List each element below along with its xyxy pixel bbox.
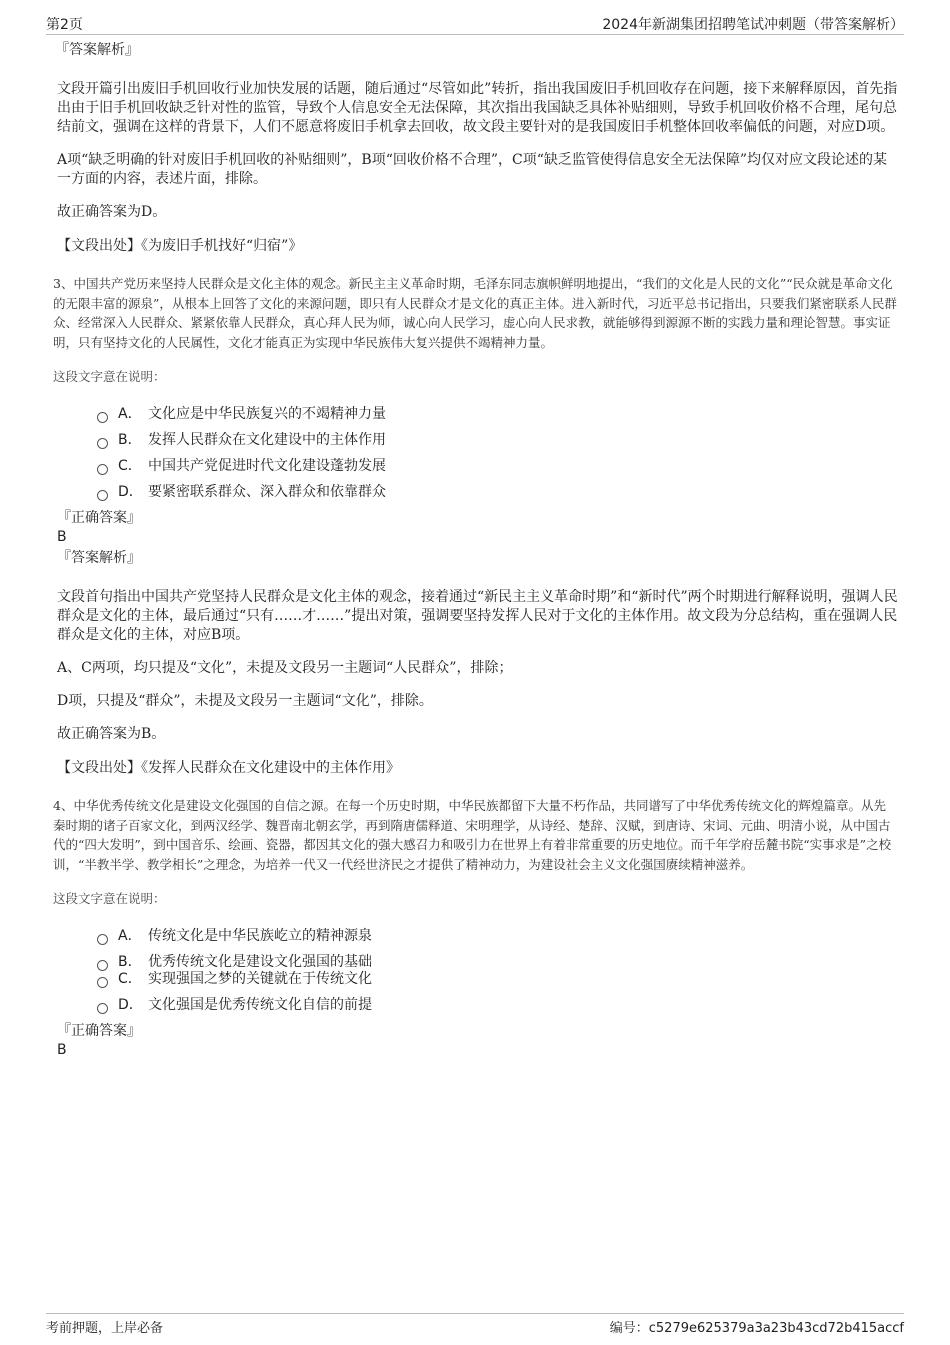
page-number: 第2页 (46, 17, 83, 33)
option-text: 中国共产党促进时代文化建设蓬勃发展 (148, 458, 386, 474)
question-3-text: 3、中国共产党历来坚持人民群众是文化主体的观念。新民主主义革命时期，毛泽东同志旗帜鲜明地提出，“我们的文化是人民的文化”“民众就是革命文化的无限丰富的源泉”，从根本上回答了文化的来源问题，即只有人民群众才是文化的真正主体。进入新时代，习近平总书记指出，只要我们紧密联系人民群众、经常深入人民群众、紧紧依靠人民群众，真心拜人民为师，诚心向人民学习，虚心向人民求教，就能够得到源源不断的实践力量和理论智慧。事实证明，只有坚持文化的人民属性，文化才能真正为实现中华民族伟大复兴提供不竭精神力量。 (53, 276, 897, 350)
option-d[interactable]: D． 要紧密联系群众、深入群众和依靠群众 (97, 482, 898, 508)
correct-answer-label: 『正确答案』 (57, 1023, 141, 1039)
radio-icon[interactable] (97, 934, 108, 945)
document-title: 2024年新湖集团招聘笔试冲刺题（带答案解析） (602, 17, 904, 33)
analysis-label: 『答案解析』 (57, 550, 141, 566)
analysis-paragraph: 文段首句指出中国共产党坚持人民群众是文化主体的观念，接着通过“新民主主义革命时期”和“新时代”两个时期进行解释说明，强调人民群众是文化的主体，最后通过“只有……才……”提出对策，强调要坚持发挥人民对于文化的主体作用。故文段为分总结构，重在强调人民群众是文化的主体，对应B项。 (57, 589, 898, 643)
option-c[interactable]: C． 中国共产党促进时代文化建设蓬勃发展 (97, 456, 898, 482)
question-3-options (97, 404, 898, 508)
question-4-prompt: 这段文字意在说明： (53, 891, 166, 906)
analysis-paragraph: A项“缺乏明确的针对废旧手机回收的补贴细则”，B项“回收价格不合理”，C项“缺乏监管使得信息安全无法保障”均仅对应文段论述的某一方面的内容，表述片面，排除。 (57, 152, 888, 187)
analysis-paragraph: A、C两项，均只提及“文化”，未提及文段另一主题词“人民群众”，排除； (57, 660, 513, 676)
correct-answer-label: 『正确答案』 (57, 510, 141, 526)
analysis-paragraph: 故正确答案为B。 (57, 726, 166, 742)
option-text: 实现强国之梦的关键就在于传统文化 (148, 971, 372, 987)
passage-source: 【文段出处】《发挥人民群众在文化建设中的主体作用》 (57, 760, 400, 776)
analysis-paragraph: 故正确答案为D。 (57, 204, 167, 220)
question-3-prompt: 这段文字意在说明： (53, 369, 166, 384)
footer-slogan: 考前押题，上岸必备 (46, 1321, 164, 1336)
passage-source: 【文段出处】《为废旧手机找好“归宿”》 (57, 238, 303, 254)
analysis-paragraph: 文段开篇引出废旧手机回收行业加快发展的话题，随后通过“尽管如此”转折，指出我国废旧手机回收存在问题，接下来解释原因，首先指出由于旧手机回收缺乏针对性的监管，导致个人信息安全无法保障，其次指出我国缺乏具体补贴细则，导致手机回收价格不合理，尾句总结前文，强调在这样的背景下，人们不愿意将废旧手机拿去回收，故文段主要针对的是我国废旧手机整体回收率偏低的问题，对应D项。 (57, 81, 898, 135)
radio-icon[interactable] (97, 960, 108, 971)
option-text: 文化应是中华民族复兴的不竭精神力量 (148, 406, 386, 422)
correct-answer: B (57, 529, 67, 545)
radio-icon[interactable] (97, 438, 108, 449)
option-text: 发挥人民群众在文化建设中的主体作用 (148, 432, 386, 448)
correct-answer: B (57, 1042, 67, 1058)
option-b[interactable]: B． 发挥人民群众在文化建设中的主体作用 (97, 430, 898, 456)
analysis-label: 『答案解析』 (55, 42, 139, 58)
option-text: 文化强国是优秀传统文化自信的前提 (148, 997, 372, 1013)
radio-icon[interactable] (97, 412, 108, 423)
option-a[interactable]: A． 文化应是中华民族复兴的不竭精神力量 (97, 404, 898, 430)
option-d[interactable]: D． 文化强国是优秀传统文化自信的前提 (97, 995, 898, 1021)
option-c[interactable]: C． 实现强国之梦的关键就在于传统文化 (97, 969, 898, 995)
option-text: 传统文化是中华民族屹立的精神源泉 (148, 928, 372, 944)
radio-icon[interactable] (97, 977, 108, 988)
radio-icon[interactable] (97, 1003, 108, 1014)
document-id: 编号：c5279e625379a3a23b43cd72b415accf (609, 1321, 904, 1336)
page-footer (46, 1313, 904, 1336)
question-4-text: 4、中华优秀传统文化是建设文化强国的自信之源。在每一个历史时期，中华民族都留下大量不朽作品，共同谱写了中华优秀传统文化的辉煌篇章。从先秦时期的诸子百家文化，到两汉经学、魏晋南北朝玄学，再到隋唐儒释道、宋明理学，从诗经、楚辞、汉赋，到唐诗、宋词、元曲、明清小说，从中国古代的“四大发明”，到中国音乐、绘画、瓷器，都因其文化的强大感召力和吸引力在世界上有着非常重要的历史地位。而千年学府岳麓书院“实事求是”之校训，“半教半学、教学相长”之理念，为培养一代又一代经世济民之才提供了精神动力，为建设社会主义文化强国赓续精神滋养。 (53, 798, 892, 872)
option-text: 要紧密联系群众、深入群众和依靠群众 (148, 484, 386, 500)
page-content (53, 40, 898, 1059)
page-header (46, 14, 904, 35)
analysis-paragraph: D项，只提及“群众”，未提及文段另一主题词“文化”，排除。 (57, 693, 433, 709)
radio-icon[interactable] (97, 464, 108, 475)
radio-icon[interactable] (97, 490, 108, 501)
question-4-options (97, 926, 898, 1021)
option-a[interactable]: A． 传统文化是中华民族屹立的精神源泉 (97, 926, 898, 952)
option-b[interactable]: B． 优秀传统文化是建设文化强国的基础 (97, 952, 898, 969)
option-text: 优秀传统文化是建设文化强国的基础 (148, 954, 372, 970)
